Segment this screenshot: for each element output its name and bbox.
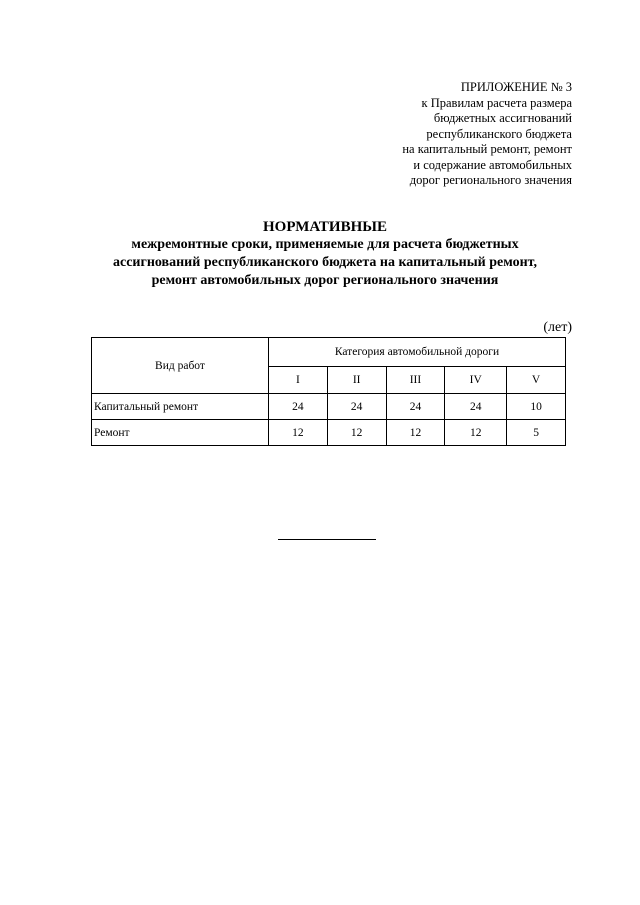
appendix-line: и содержание автомобильных bbox=[413, 157, 572, 172]
table-cell: 12 bbox=[445, 420, 507, 446]
table-cell: 12 bbox=[327, 420, 386, 446]
row-label: Капитальный ремонт bbox=[92, 394, 269, 420]
table-cell: 12 bbox=[386, 420, 445, 446]
table-header-row bbox=[92, 338, 566, 367]
separator-line bbox=[278, 539, 376, 540]
table-cell: 5 bbox=[507, 420, 566, 446]
title-sub-line: ассигнований республиканского бюджета на капитальный ремонт, bbox=[112, 255, 537, 270]
table-cell: 24 bbox=[327, 394, 386, 420]
table-cell: 24 bbox=[269, 394, 328, 420]
appendix-line: дорог регионального значения bbox=[409, 173, 572, 187]
table-cell: 24 bbox=[445, 394, 507, 420]
category-header: I bbox=[269, 367, 328, 394]
document-title bbox=[60, 218, 590, 290]
appendix-line: на капитальный ремонт, ремонт bbox=[402, 142, 572, 156]
category-header: V bbox=[507, 367, 566, 394]
appendix-header bbox=[402, 80, 572, 189]
table-cell: 24 bbox=[386, 394, 445, 420]
title-main: НОРМАТИВНЫЕ bbox=[263, 219, 387, 235]
table-row bbox=[92, 420, 566, 446]
table-cell: 10 bbox=[507, 394, 566, 420]
appendix-line: ПРИЛОЖЕНИЕ № 3 bbox=[460, 80, 572, 94]
title-sub-line: межремонтные сроки, применяемые для расчета бюджетных bbox=[131, 237, 519, 252]
row-label: Ремонт bbox=[92, 420, 269, 446]
header-work-type: Вид работ bbox=[92, 338, 269, 394]
table-cell: 12 bbox=[269, 420, 328, 446]
unit-label: (лет) bbox=[543, 320, 572, 335]
appendix-line: бюджетных ассигнований bbox=[433, 111, 572, 125]
category-header: IV bbox=[445, 367, 507, 394]
title-sub-line: ремонт автомобильных дорог регионального значения bbox=[151, 273, 499, 288]
category-header: II bbox=[327, 367, 386, 394]
appendix-line: к Правилам расчета размера bbox=[421, 95, 572, 110]
norms-table bbox=[91, 337, 566, 446]
header-road-category: Категория автомобильной дороги bbox=[269, 338, 566, 367]
table-row bbox=[92, 394, 566, 420]
category-header: III bbox=[386, 367, 445, 394]
appendix-line: республиканского бюджета bbox=[426, 126, 572, 141]
